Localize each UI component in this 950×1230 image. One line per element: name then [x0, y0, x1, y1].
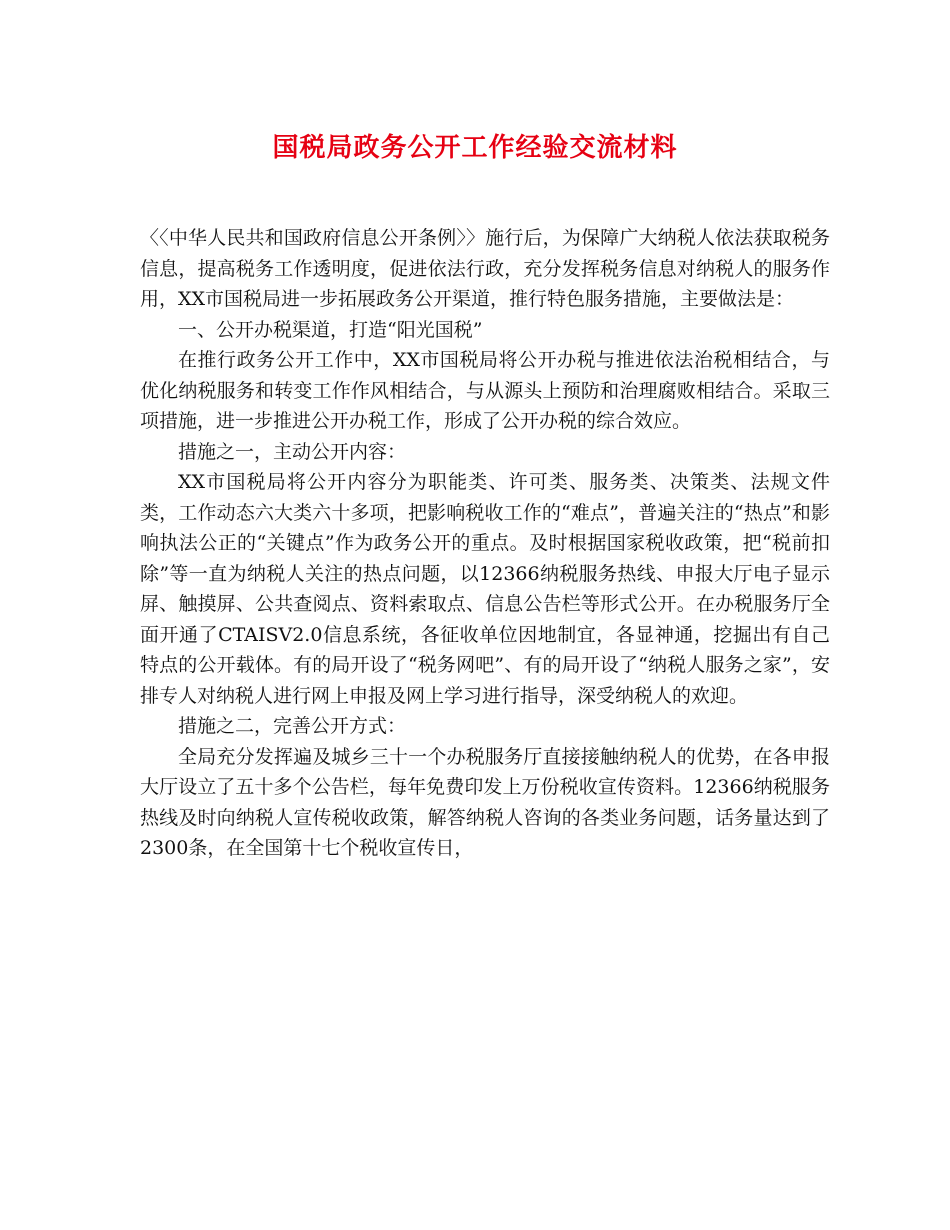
measure-heading-1: 措施之一，主动公开内容：	[178, 440, 407, 463]
paragraph-measure-1: XX市国税局将公开内容分为职能类、许可类、服务类、决策类、法规文件类，工作动态六大类六十多项，把影响税收工作的“难点”，普遍关注的“热点”和影响执法公正的“关键点”作为政务公开的重点。及时根据国家税收政策，把“税前扣除”等一直为纳税人关注的热点问题，以12366纳税服务热线、申报大厅电子显示屏、触摸屏、公共查阅点、资料索取点、信息公告栏等形式公开。在办税服务厅全面开通了CTAISV2.0信息系统，各征收单位因地制宜，各显神通，挖掘出有自己特点的公开载体。有的局开设了“税务网吧”、有的局开设了“纳税人服务之家”，安排专人对纳税人进行网上申报及网上学习进行指导，深受纳税人的欢迎。	[140, 471, 830, 707]
section-heading-1: 一、公开办税渠道，打造“阳光国税”	[178, 318, 483, 341]
paragraph-section-1: 在推行政务公开工作中，XX市国税局将公开办税与推进依法治税相结合，与优化纳税服务和转变工作作风相结合，与从源头上预防和治理腐败相结合。采取三项措施，进一步推进公开办税工作，形成了公开办税的综合效应。	[140, 349, 830, 432]
paragraph-measure-2: 全局充分发挥遍及城乡三十一个办税服务厅直接接触纳税人的优势，在各申报大厅设立了五十多个公告栏，每年免费印发上万份税收宣传资料。12366纳税服务热线及时向纳税人宣传税收政策，解答纳税人咨询的各类业务问题，话务量达到了2300条，在全国第十七个税收宣传日，	[140, 745, 830, 859]
paragraph-intro: 〈〈中华人民共和国政府信息公开条例〉〉施行后，为保障广大纳税人依法获取税务信息，提高税务工作透明度，促进依法行政，充分发挥税务信息对纳税人的服务作用，XX市国税局进一步拓展政务公开渠道，推行特色服务措施，主要做法是：	[140, 227, 830, 310]
document-body	[140, 223, 830, 864]
measure-heading-2: 措施之二，完善公开方式：	[178, 715, 407, 737]
document-title: 国税局政务公开工作经验交流材料	[272, 133, 678, 163]
